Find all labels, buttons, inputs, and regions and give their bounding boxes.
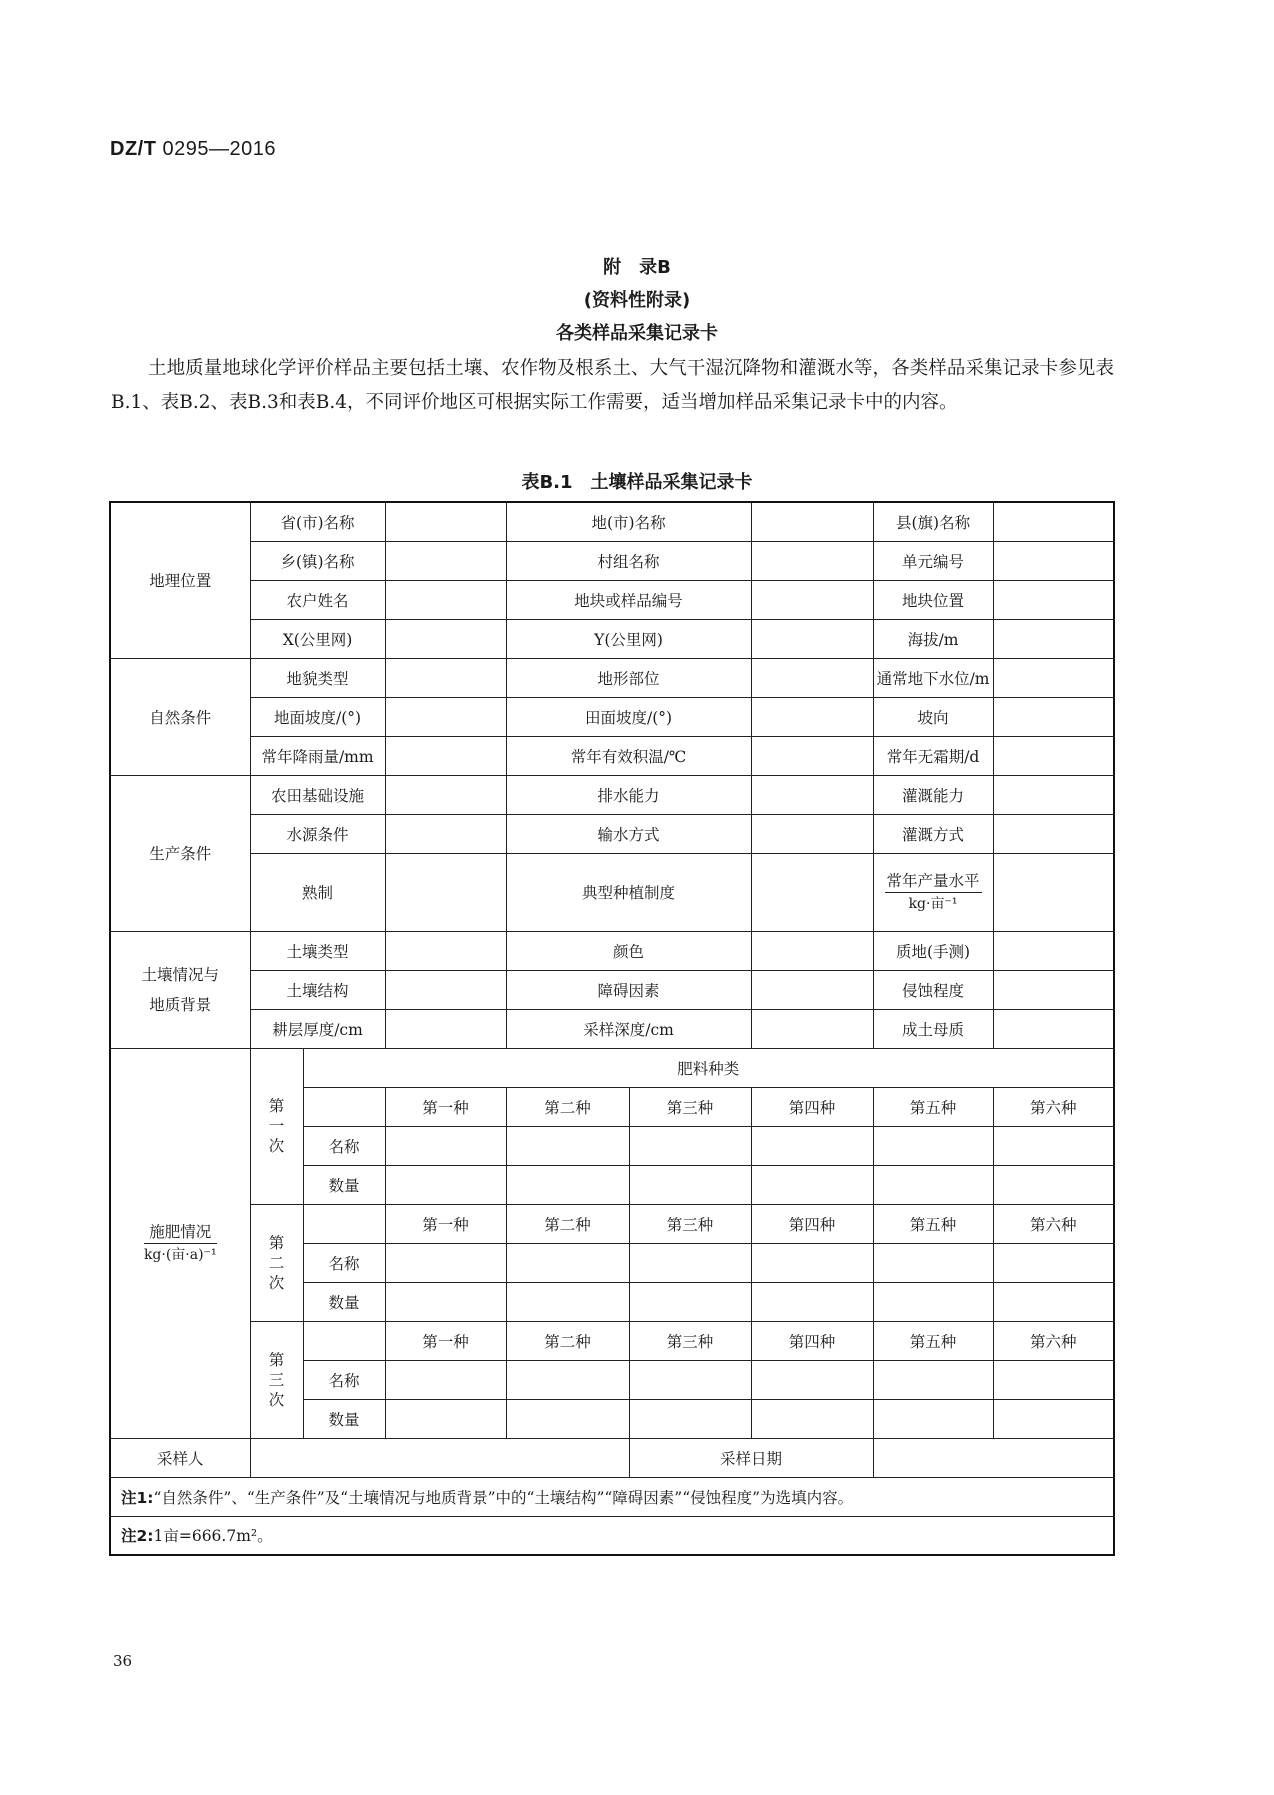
field-label: 地块位置: [873, 580, 993, 619]
fert-name-value[interactable]: [873, 1126, 993, 1165]
fert-time-char: 三: [268, 1370, 285, 1389]
fert-qty-value[interactable]: [751, 1399, 873, 1438]
field-value[interactable]: [751, 814, 873, 853]
fert-blank-cell: [303, 1321, 385, 1360]
field-value[interactable]: [751, 502, 873, 541]
field-value[interactable]: [993, 502, 1114, 541]
fert-qty-value[interactable]: [873, 1282, 993, 1321]
fert-name-value[interactable]: [629, 1126, 751, 1165]
field-value[interactable]: [993, 1009, 1114, 1048]
field-label: 地貌类型: [250, 658, 385, 697]
fert-time-char: 第: [268, 1350, 285, 1369]
field-value[interactable]: [751, 970, 873, 1009]
fert-qty-value[interactable]: [506, 1399, 629, 1438]
fert-time-1-label: [250, 1048, 303, 1204]
field-label: 质地(手测): [873, 931, 993, 970]
field-value[interactable]: [751, 658, 873, 697]
field-value[interactable]: [385, 814, 506, 853]
fert-name-label: 名称: [303, 1243, 385, 1282]
field-label: 常年降雨量/mm: [250, 736, 385, 775]
fert-time-char: 第: [268, 1097, 285, 1115]
fert-qty-value[interactable]: [629, 1282, 751, 1321]
section-label-production: 生产条件: [110, 775, 250, 931]
field-value[interactable]: [993, 931, 1114, 970]
field-label: 地形部位: [506, 658, 751, 697]
fert-time-char: 第: [268, 1233, 285, 1252]
fert-blank-cell: [303, 1204, 385, 1243]
fert-name-value[interactable]: [751, 1126, 873, 1165]
field-label: 省(市)名称: [250, 502, 385, 541]
field-label: 灌溉能力: [873, 775, 993, 814]
page-number: 36: [113, 1652, 133, 1670]
fert-name-value[interactable]: [993, 1360, 1114, 1399]
fert-time-2-label: [250, 1204, 303, 1321]
section-label-soil-line1: 土壤情况与: [141, 965, 219, 984]
sample-date-label: 采样日期: [629, 1438, 873, 1477]
standard-prefix: DZ/T: [110, 138, 157, 160]
fert-qty-value[interactable]: [506, 1165, 629, 1204]
field-value[interactable]: [385, 541, 506, 580]
fert-kind-4: 第四种: [751, 1204, 873, 1243]
field-label: 耕层厚度/cm: [250, 1009, 385, 1048]
fert-qty-value[interactable]: [629, 1165, 751, 1204]
field-label: 颜色: [506, 931, 751, 970]
fert-time-char: 二: [268, 1253, 285, 1272]
note-1-label: 注1:: [121, 1488, 154, 1507]
field-label: 农户姓名: [250, 580, 385, 619]
field-label: 常年无霜期/d: [873, 736, 993, 775]
intro-paragraph: 土地质量地球化学评价样品主要包括土壤、农作物及根系土、大气干湿沉降物和灌溉水等，各类样品采集记录卡参见表B.1、表B.2、表B.3和表B.4，不同评价地区可根据实际工作需要，适当增加样品采集记录卡中的内容。: [111, 358, 1114, 413]
fert-time-3-label: [250, 1321, 303, 1438]
sample-date-value[interactable]: [873, 1438, 1114, 1477]
fert-kind-5: 第五种: [873, 1321, 993, 1360]
field-value[interactable]: [751, 931, 873, 970]
fert-time-char: 次: [268, 1137, 285, 1155]
field-value[interactable]: [385, 970, 506, 1009]
field-label-yield: [873, 853, 993, 931]
field-value[interactable]: [385, 853, 506, 931]
fert-label: 施肥情况: [144, 1221, 217, 1244]
field-value[interactable]: [993, 736, 1114, 775]
fert-name-value[interactable]: [873, 1360, 993, 1399]
field-value[interactable]: [993, 853, 1114, 931]
fert-name-label: 名称: [303, 1360, 385, 1399]
fert-kind-6: 第六种: [993, 1321, 1114, 1360]
field-value[interactable]: [385, 775, 506, 814]
fert-name-value[interactable]: [506, 1126, 629, 1165]
fert-qty-value[interactable]: [385, 1399, 506, 1438]
fert-qty-value[interactable]: [993, 1399, 1114, 1438]
field-label: 地(市)名称: [506, 502, 751, 541]
field-value[interactable]: [385, 658, 506, 697]
fert-blank-cell: [303, 1087, 385, 1126]
fert-qty-value[interactable]: [873, 1165, 993, 1204]
section-label-soil: [110, 931, 250, 1048]
fert-qty-value[interactable]: [506, 1282, 629, 1321]
field-value[interactable]: [751, 775, 873, 814]
field-label: 乡(镇)名称: [250, 541, 385, 580]
field-label: 输水方式: [506, 814, 751, 853]
fert-kind-3: 第三种: [629, 1321, 751, 1360]
standard-code: [110, 138, 276, 161]
field-label: 水源条件: [250, 814, 385, 853]
fert-kind-5: 第五种: [873, 1204, 993, 1243]
fert-kind-2: 第二种: [506, 1087, 629, 1126]
fert-kind-2: 第二种: [506, 1321, 629, 1360]
appendix-title: 附 录B: [603, 257, 671, 278]
fert-name-value[interactable]: [385, 1126, 506, 1165]
fert-time-char: 次: [268, 1390, 285, 1409]
section-label-natural: 自然条件: [110, 658, 250, 775]
field-value[interactable]: [993, 658, 1114, 697]
fert-name-value[interactable]: [751, 1360, 873, 1399]
fert-name-label: 名称: [303, 1126, 385, 1165]
field-label: 坡向: [873, 697, 993, 736]
note-1: [110, 1477, 1114, 1516]
fert-name-value[interactable]: [629, 1360, 751, 1399]
standard-number: 0295—2016: [162, 138, 276, 160]
field-value[interactable]: [993, 775, 1114, 814]
fert-kind-4: 第四种: [751, 1087, 873, 1126]
fert-name-value[interactable]: [751, 1243, 873, 1282]
field-value[interactable]: [751, 619, 873, 658]
fert-kind-1: 第一种: [385, 1321, 506, 1360]
field-value[interactable]: [993, 619, 1114, 658]
field-label: 典型种植制度: [506, 853, 751, 931]
fert-qty-label: 数量: [303, 1399, 385, 1438]
fert-type-header: 肥料种类: [303, 1048, 1114, 1087]
fert-name-value[interactable]: [506, 1243, 629, 1282]
fert-name-value[interactable]: [385, 1360, 506, 1399]
fert-kind-1: 第一种: [385, 1204, 506, 1243]
fert-time-char: 次: [268, 1273, 285, 1292]
note-2-text: 1亩=666.7m²。: [153, 1527, 273, 1546]
fert-kind-4: 第四种: [751, 1321, 873, 1360]
field-value[interactable]: [993, 970, 1114, 1009]
section-label-fert: [110, 1048, 250, 1438]
field-value[interactable]: [993, 814, 1114, 853]
fert-unit: kg·(亩·a)⁻¹: [143, 1246, 217, 1263]
field-value[interactable]: [751, 697, 873, 736]
fert-kind-5: 第五种: [873, 1087, 993, 1126]
note-1-text: “自然条件”、“生产条件”及“土壤情况与地质背景”中的“土壤结构”“障碍因素”“侵蚀程度”为选填内容。: [153, 1488, 854, 1507]
field-value[interactable]: [751, 736, 873, 775]
field-label: 土壤结构: [250, 970, 385, 1009]
field-label: 单元编号: [873, 541, 993, 580]
fert-qty-value[interactable]: [751, 1165, 873, 1204]
field-label: 熟制: [250, 853, 385, 931]
field-value[interactable]: [751, 580, 873, 619]
field-label: 农田基础设施: [250, 775, 385, 814]
fert-qty-value[interactable]: [629, 1399, 751, 1438]
field-value[interactable]: [751, 1009, 873, 1048]
field-label: 地块或样品编号: [506, 580, 751, 619]
field-label: 侵蚀程度: [873, 970, 993, 1009]
field-value[interactable]: [385, 1009, 506, 1048]
field-label: Y(公里网): [506, 619, 751, 658]
fert-kind-6: 第六种: [993, 1087, 1114, 1126]
section-label-soil-line2: 地质背景: [149, 995, 212, 1014]
field-value[interactable]: [751, 541, 873, 580]
fert-qty-value[interactable]: [751, 1282, 873, 1321]
field-value[interactable]: [751, 853, 873, 931]
sampler-label: 采样人: [110, 1438, 250, 1477]
note-2: [110, 1516, 1114, 1555]
table-title: 表B.1 土壤样品采集记录卡: [521, 472, 753, 493]
fert-qty-label: 数量: [303, 1165, 385, 1204]
field-label: 县(旗)名称: [873, 502, 993, 541]
fert-qty-value[interactable]: [385, 1282, 506, 1321]
field-value[interactable]: [385, 697, 506, 736]
field-label: X(公里网): [250, 619, 385, 658]
fert-name-value[interactable]: [506, 1360, 629, 1399]
fert-time-char: 一: [268, 1117, 285, 1135]
fert-kind-3: 第三种: [629, 1204, 751, 1243]
field-label: 排水能力: [506, 775, 751, 814]
fert-qty-value[interactable]: [993, 1282, 1114, 1321]
fert-name-value[interactable]: [993, 1243, 1114, 1282]
field-value[interactable]: [385, 736, 506, 775]
fert-kind-3: 第三种: [629, 1087, 751, 1126]
note-2-label: 注2:: [121, 1527, 154, 1546]
field-label: 田面坡度/(°): [506, 697, 751, 736]
field-label: 成土母质: [873, 1009, 993, 1048]
fert-qty-value[interactable]: [993, 1165, 1114, 1204]
field-value[interactable]: [385, 580, 506, 619]
yield-label: 常年产量水平: [885, 870, 982, 893]
appendix-heading: 各类样品采集记录卡: [556, 323, 718, 344]
field-value[interactable]: [385, 619, 506, 658]
field-label: 灌溉方式: [873, 814, 993, 853]
field-label: 土壤类型: [250, 931, 385, 970]
fert-qty-value[interactable]: [873, 1399, 993, 1438]
fert-kind-6: 第六种: [993, 1204, 1114, 1243]
field-label: 常年有效积温/℃: [506, 736, 751, 775]
field-label: 村组名称: [506, 541, 751, 580]
fert-kind-1: 第一种: [385, 1087, 506, 1126]
field-value[interactable]: [993, 697, 1114, 736]
sampler-value[interactable]: [250, 1438, 629, 1477]
fert-name-value[interactable]: [873, 1243, 993, 1282]
appendix-type: (资料性附录): [583, 290, 691, 311]
field-label: 海拔/m: [873, 619, 993, 658]
fert-qty-label: 数量: [303, 1282, 385, 1321]
field-label: 地面坡度/(°): [250, 697, 385, 736]
yield-unit: kg·亩⁻¹: [908, 895, 958, 912]
section-label-geo: 地理位置: [110, 502, 250, 658]
soil-sample-record-table: [109, 501, 1115, 1556]
field-value[interactable]: [385, 502, 506, 541]
field-label: 采样深度/cm: [506, 1009, 751, 1048]
fert-name-value[interactable]: [629, 1243, 751, 1282]
fert-kind-2: 第二种: [506, 1204, 629, 1243]
field-label: 通常地下水位/m: [873, 658, 993, 697]
field-value[interactable]: [993, 541, 1114, 580]
fert-qty-value[interactable]: [385, 1165, 506, 1204]
field-value[interactable]: [385, 931, 506, 970]
field-label: 障碍因素: [506, 970, 751, 1009]
fert-name-value[interactable]: [385, 1243, 506, 1282]
fert-name-value[interactable]: [993, 1126, 1114, 1165]
field-value[interactable]: [993, 580, 1114, 619]
